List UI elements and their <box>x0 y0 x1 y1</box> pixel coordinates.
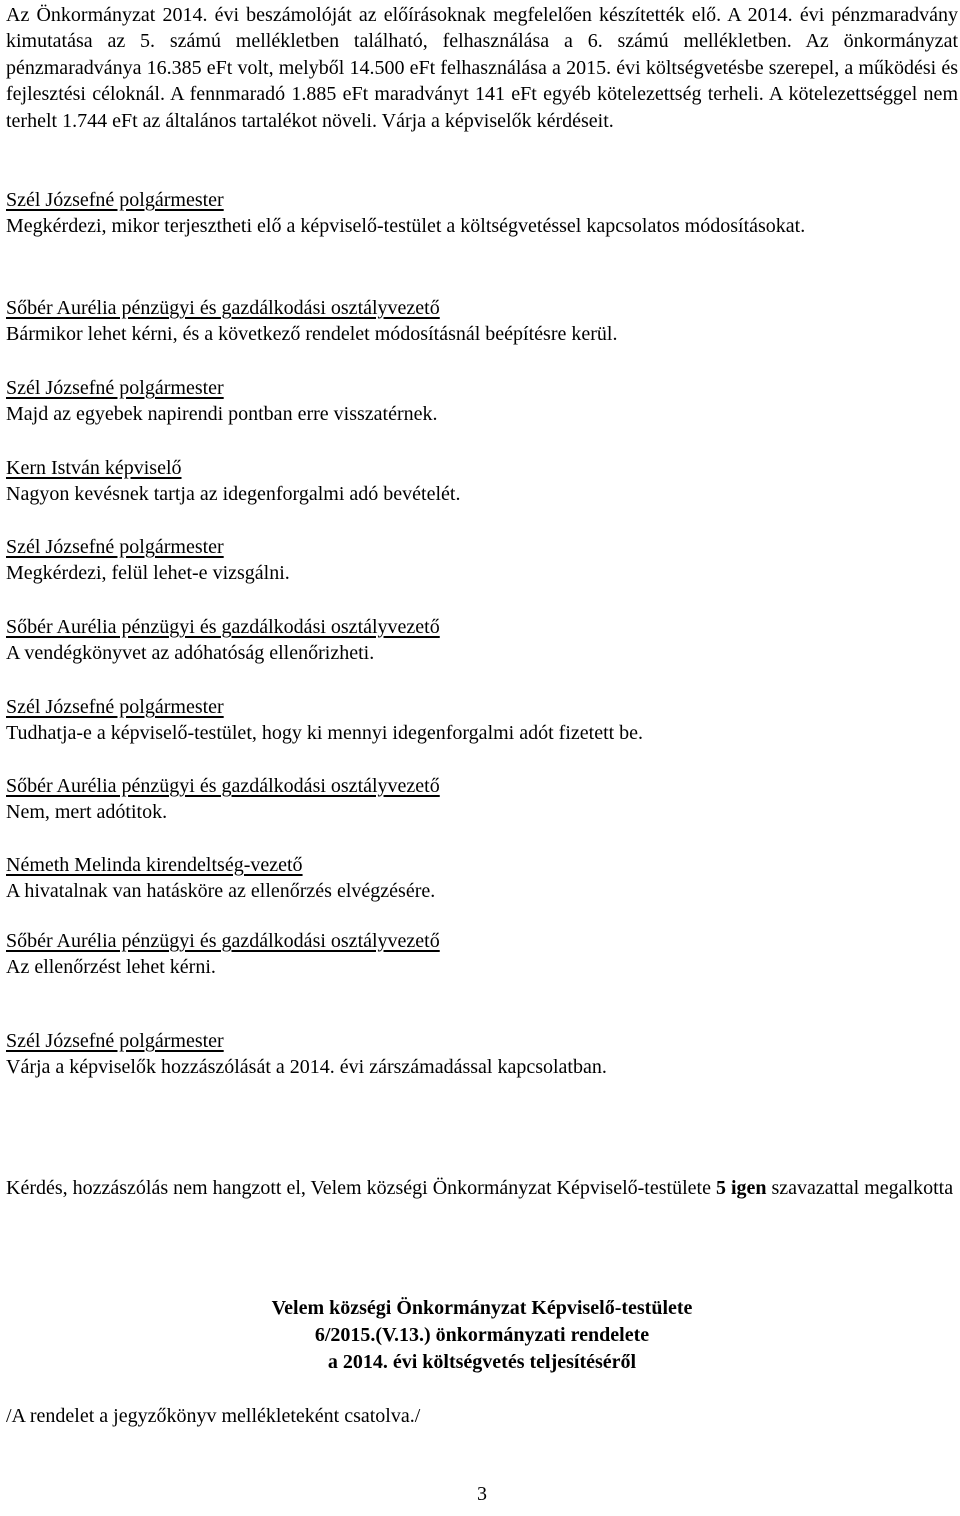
speaker-name: Szél Józsefné polgármester <box>6 377 224 399</box>
vote-text-after: szavazattal megalkotta <box>766 1177 954 1199</box>
speaker-name: Sőbér Aurélia pénzügyi és gazdálkodási osztályvezető <box>6 297 440 319</box>
dialogue-entry <box>6 852 958 904</box>
attachment-note: /A rendelet a jegyzőkönyv mellékleteként csatolva./ <box>6 1405 421 1427</box>
decree-title-line: a 2014. évi költségvetés teljesítéséről <box>327 1351 637 1373</box>
decree-title-line: Velem községi Önkormányzat Képviselő-testülete <box>271 1297 693 1319</box>
speaker-name: Kern István képviselő <box>6 457 182 479</box>
dialogue-entry <box>6 614 958 666</box>
speaker-name: Szél Józsefné polgármester <box>6 696 224 718</box>
dialogue-entry <box>6 534 958 586</box>
decree-title-line: 6/2015.(V.13.) önkormányzati rendelete <box>314 1324 650 1346</box>
dialogue-entry <box>6 187 958 239</box>
vote-text-before: Kérdés, hozzászólás nem hangzott el, Velem községi Önkormányzat Képviselő-testülete <box>6 1177 716 1199</box>
speech-text: Az ellenőrzést lehet kérni. <box>6 956 216 978</box>
dialogue-entry <box>6 455 958 507</box>
speaker-name: Szél Józsefné polgármester <box>6 189 224 211</box>
speaker-name: Sőbér Aurélia pénzügyi és gazdálkodási osztályvezető <box>6 616 440 638</box>
dialogue-entry <box>6 773 958 825</box>
speaker-name: Németh Melinda kirendeltség-vezető <box>6 854 303 876</box>
vote-count: 5 igen <box>715 1177 767 1199</box>
speaker-name: Sőbér Aurélia pénzügyi és gazdálkodási osztályvezető <box>6 930 440 952</box>
speech-text: Majd az egyebek napirendi pontban erre visszatérnek. <box>6 403 438 425</box>
speech-text: Megkérdezi, felül lehet-e vizsgálni. <box>6 562 290 584</box>
page-number: 3 <box>477 1483 487 1505</box>
vote-paragraph <box>6 1175 958 1202</box>
dialogue-entry <box>6 694 958 746</box>
dialogue-entry <box>6 375 958 427</box>
speaker-name: Szél Józsefné polgármester <box>6 536 224 558</box>
speech-text: Bármikor lehet kérni, és a következő rendelet módosításnál beépítésre kerül. <box>6 323 618 345</box>
speech-text: Tudhatja-e a képviselő-testület, hogy ki mennyi idegenforgalmi adót fizetett be. <box>6 722 644 744</box>
dialogue-entry <box>6 1028 958 1080</box>
intro-paragraph: Az Önkormányzat 2014. évi beszámolóját az előírásoknak megfelelően készítették elő. A 2014. évi pénzmaradvány kimutatása az 5. számú mellékletben található, felhasználása a 6. számú mellékletben. Az önkormányzat pénzmaradványa 16.385 eFt volt, melyből 14.500 eFt felhasználása a 2015. évi költségvetésbe szerepel, a működési és fejlesztési céloknál. A fennmaradó 1.885 eFt maradványt 141 eFt egyéb kötelezettség terheli. A kötelezettséggel nem terhelt 1.744 eFt az általános tartalékot növeli. Várja a képviselők kérdéseit. <box>6 4 958 132</box>
speech-text: A hivatalnak van hatásköre az ellenőrzés elvégzésére. <box>6 880 436 902</box>
speech-text: A vendégkönyvet az adóhatóság ellenőrizheti. <box>6 642 375 664</box>
dialogue-entry <box>6 295 958 347</box>
speech-text: Nem, mert adótitok. <box>6 801 168 823</box>
speech-text: Várja a képviselők hozzászólását a 2014. évi zárszámadással kapcsolatban. <box>6 1056 607 1078</box>
speaker-name: Sőbér Aurélia pénzügyi és gazdálkodási osztályvezető <box>6 775 440 797</box>
speech-text: Nagyon kevésnek tartja az idegenforgalmi adó bevételét. <box>6 483 461 505</box>
speaker-name: Szél Józsefné polgármester <box>6 1030 224 1052</box>
dialogue-entry <box>6 928 958 980</box>
speech-text: Megkérdezi, mikor terjesztheti elő a képviselő-testület a költségvetéssel kapcsolatos módosításokat. <box>6 215 806 237</box>
decree-title <box>6 1295 958 1376</box>
